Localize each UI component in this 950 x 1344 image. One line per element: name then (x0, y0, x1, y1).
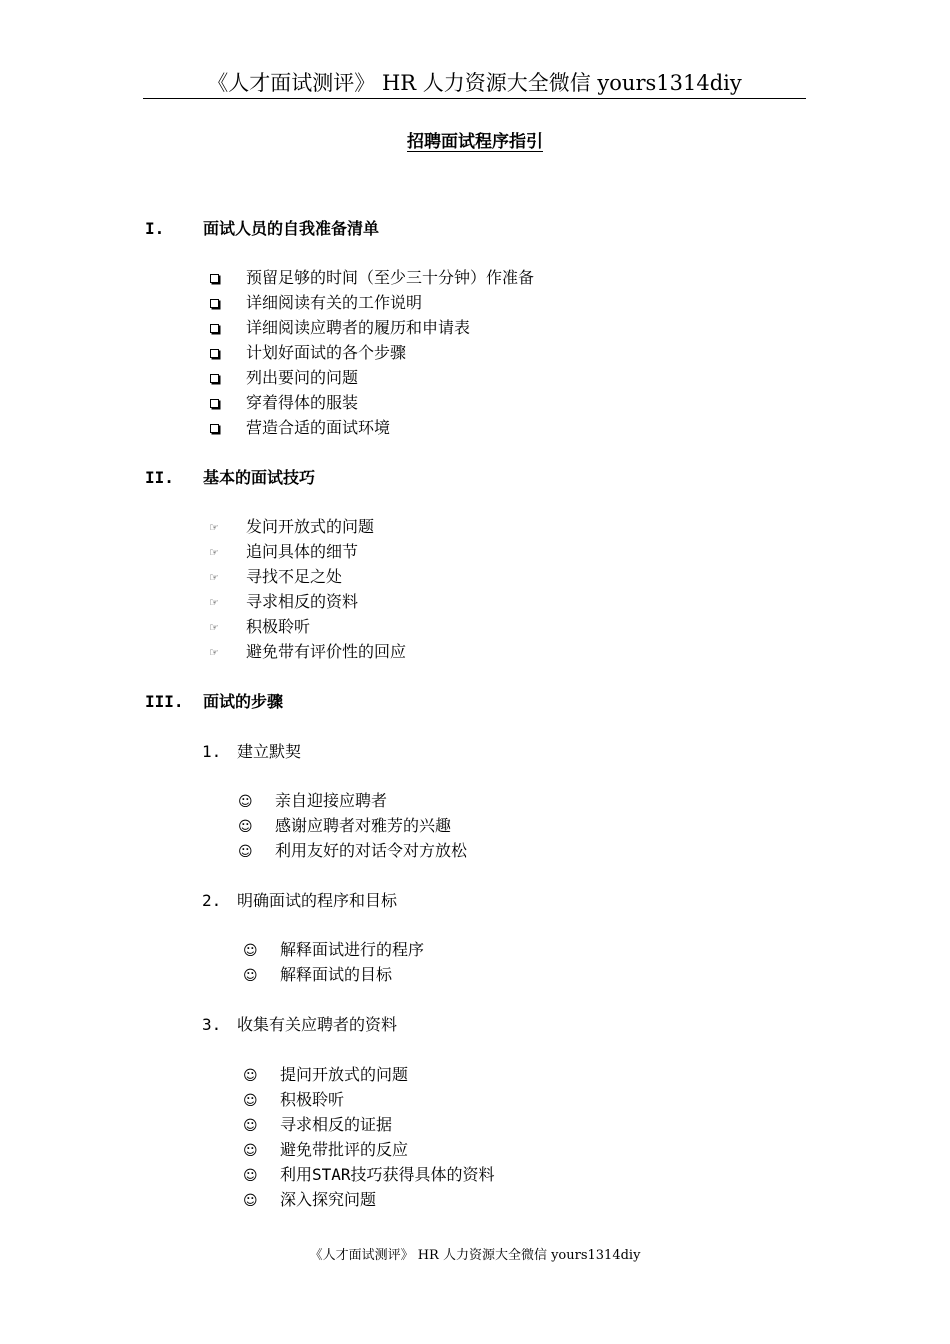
pointing-hand-icon: ☞ (209, 521, 219, 534)
smiley-icon: ☺ (243, 1193, 258, 1209)
pointing-hand-icon: ☞ (209, 546, 219, 559)
smiley-icon: ☺ (243, 1068, 258, 1084)
list-item: 避免带有评价性的回应 (246, 642, 407, 661)
list-item: 寻找不足之处 (246, 567, 343, 586)
document-title-text: 招聘面试程序指引 (407, 132, 543, 152)
smiley-icon: ☺ (238, 819, 253, 835)
section-title: 面试人员的自我准备清单 (203, 219, 380, 238)
smiley-icon: ☺ (243, 1118, 258, 1134)
step-title: 明确面试的程序和目标 (237, 891, 398, 910)
checkbox-icon (210, 399, 219, 408)
list-item: 解释面试的目标 (280, 965, 393, 984)
list-item: 寻求相反的资料 (246, 592, 359, 611)
list-item: 详细阅读有关的工作说明 (246, 293, 423, 312)
smiley-icon: ☺ (243, 1093, 258, 1109)
list-item: 利用STAR技巧获得具体的资料 (280, 1165, 495, 1184)
header-rule (143, 98, 806, 99)
list-item: 提问开放式的问题 (280, 1065, 409, 1084)
list-item: 积极聆听 (280, 1090, 345, 1109)
section-number: II. (145, 468, 174, 487)
list-item: 预留足够的时间（至少三十分钟）作准备 (246, 268, 535, 287)
section-number: I. (145, 219, 165, 238)
list-item: 利用友好的对话令对方放松 (275, 841, 468, 860)
list-item: 列出要问的问题 (246, 368, 359, 387)
list-item: 发问开放式的问题 (246, 517, 375, 536)
step-number: 1. (202, 742, 222, 761)
checkbox-icon (210, 349, 219, 358)
smiley-icon: ☺ (243, 1168, 258, 1184)
list-item: 解释面试进行的程序 (280, 940, 425, 959)
list-item: 寻求相反的证据 (280, 1115, 393, 1134)
step-title: 建立默契 (237, 742, 302, 761)
pointing-hand-icon: ☞ (209, 621, 219, 634)
checkbox-icon (210, 424, 219, 433)
list-item: 避免带批评的反应 (280, 1140, 409, 1159)
checkbox-icon (210, 324, 219, 333)
pointing-hand-icon: ☞ (209, 596, 219, 609)
smiley-icon: ☺ (238, 794, 253, 810)
list-item: 感谢应聘者对雅芳的兴趣 (275, 816, 452, 835)
step-number: 2. (202, 891, 222, 910)
smiley-icon: ☺ (243, 1143, 258, 1159)
list-item: 亲自迎接应聘者 (275, 791, 388, 810)
checkbox-icon (210, 299, 219, 308)
step-title: 收集有关应聘者的资料 (237, 1015, 398, 1034)
section-title: 基本的面试技巧 (203, 468, 316, 487)
smiley-icon: ☺ (238, 844, 253, 860)
list-item: 详细阅读应聘者的履历和申请表 (246, 318, 471, 337)
list-item: 追问具体的细节 (246, 542, 359, 561)
page-header: 《人才面试测评》 HR 人力资源大全微信 yours1314diy (207, 71, 742, 95)
list-item: 营造合适的面试环境 (246, 418, 391, 437)
pointing-hand-icon: ☞ (209, 646, 219, 659)
checkbox-icon (210, 274, 219, 283)
smiley-icon: ☺ (243, 968, 258, 984)
list-item: 积极聆听 (246, 617, 311, 636)
document-title (0, 130, 950, 154)
section-number: III. (145, 692, 184, 711)
list-item: 深入探究问题 (280, 1190, 377, 1209)
step-number: 3. (202, 1015, 222, 1034)
page-footer: 《人才面试测评》 HR 人力资源大全微信 yours1314diy (309, 1248, 641, 1263)
list-item: 计划好面试的各个步骤 (246, 343, 407, 362)
checkbox-icon (210, 374, 219, 383)
section-title: 面试的步骤 (203, 692, 284, 711)
smiley-icon: ☺ (243, 943, 258, 959)
list-item: 穿着得体的服装 (246, 393, 359, 412)
pointing-hand-icon: ☞ (209, 571, 219, 584)
